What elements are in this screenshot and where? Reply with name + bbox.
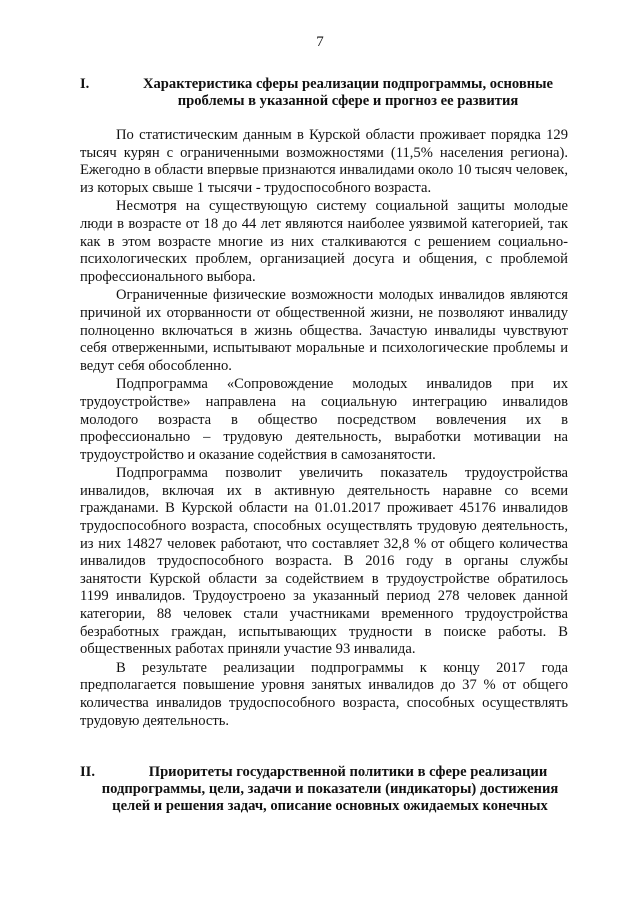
section-title-line: Характеристика сферы реализации подпрограммы, основные — [142, 76, 554, 92]
section-title-line: подпрограммы, цели, задачи и показатели (индикаторы) достижения — [101, 781, 559, 797]
paragraph: Подпрограмма позволит увеличить показатель трудоустройства инвалидов, включая их в активную деятельность наравне со всеми гражданами. В Курской области на 01.01.2017 проживает 45176 инвалидов трудоспособного возраста, способных осуществлять трудовую деятельность, из них 14827 человек работают, что составляет 32,8 % от общего количества инвалидов трудоспособного возраста. В 2016 году в органы службы занятости Курской области за содействием в трудоустройстве обратилось 1199 инвалидов. Трудоустроено за указанный период 278 человек данной категории, 88 человек стали участниками временного трудоустройства безработных граждан, испытывающих трудности в поиске работы. В общественных работах приняли участие 93 инвалида. — [80, 465, 568, 658]
paragraph: Ограниченные физические возможности молодых инвалидов являются причиной их оторванности от общественной жизни, не позволяют инвалиду полноценно включаться в жизнь общества. Зачастую инвалиды чувствуют себя отверженными, испытывают моральные и психологические проблемы и ведут себя обособленно. — [80, 287, 568, 374]
section-heading-2 — [80, 764, 580, 815]
section-title-line: целей и решения задач, описание основных ожидаемых конечных — [112, 798, 548, 814]
section-title-line: Приоритеты государственной политики в сфере реализации — [148, 764, 548, 780]
section-numeral: I. — [80, 76, 90, 92]
page-number: 7 — [316, 34, 324, 50]
section-numeral: II. — [80, 764, 96, 780]
paragraph: Подпрограмма «Сопровождение молодых инвалидов при их трудоустройстве» направлена на социальную интеграцию инвалидов молодого возраста в общество посредством вовлечения их в профессионально – трудовую деятельность, выработки мотивации на трудоустройство и оказание содействия в самозанятости. — [80, 376, 568, 463]
body-text — [80, 127, 568, 731]
section-heading-1 — [80, 76, 580, 110]
paragraph: По статистическим данным в Курской области проживает порядка 129 тысяч курян с ограниченными возможностями (11,5% населения региона). Ежегодно в области впервые признаются инвалидами около 10 тысяч человек, из которых свыше 1 тысячи - трудоспособного возраста. — [80, 127, 568, 196]
paragraph: В результате реализации подпрограммы к концу 2017 года предполагается повышение уровня занятых инвалидов до 37 % от общего количества инвалидов трудоспособного возраста, способных осуществлять трудовую деятельность. — [80, 659, 568, 729]
paragraph: Несмотря на существующую систему социальной защиты молодые люди в возрасте от 18 до 44 лет являются наиболее уязвимой категорией, так как в этом возрасте многие из них сталкиваются с решением социально-психологических проблем, организацией досуга и общения, с проблемой профессионального выбора. — [80, 198, 568, 285]
section-title-line: проблемы в указанной сфере и прогноз ее развития — [177, 93, 519, 109]
